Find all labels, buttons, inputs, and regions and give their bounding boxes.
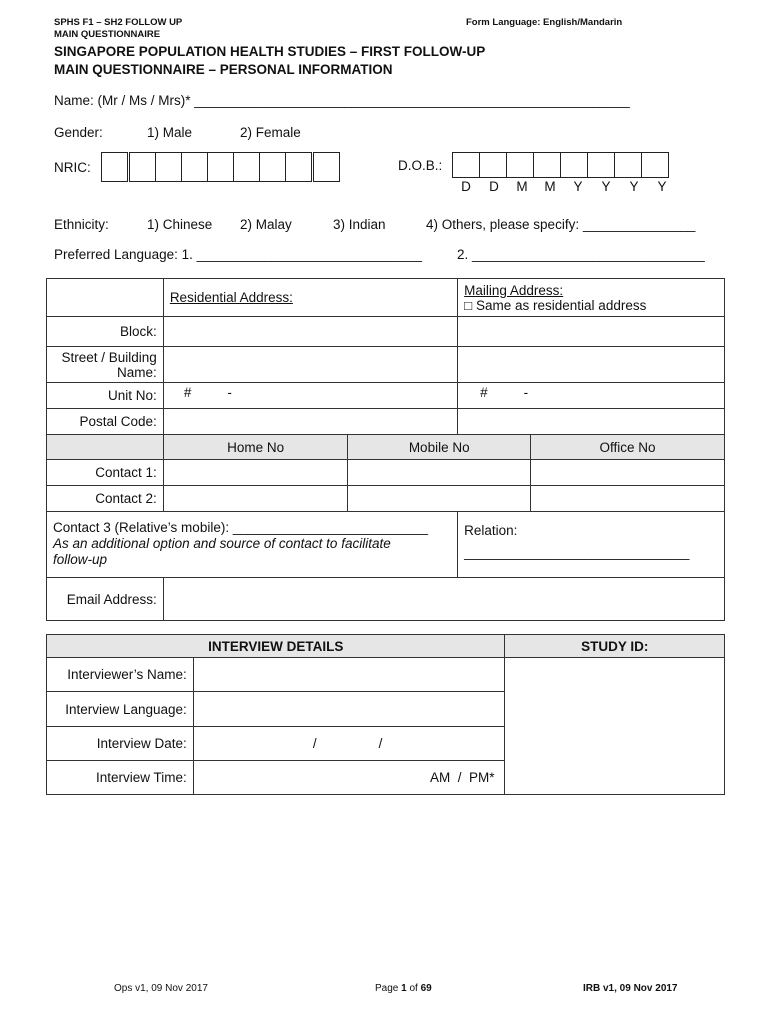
dob-letter: Y [601, 179, 611, 194]
unit-dash: - [227, 385, 232, 400]
dob-label: D.O.B.: [398, 158, 443, 173]
nric-label: NRIC: [54, 160, 91, 175]
contact-1-office-input[interactable] [531, 460, 725, 486]
dob-box[interactable] [452, 152, 480, 178]
gender-label: Gender: [54, 125, 103, 140]
dob-letter: D [489, 179, 499, 194]
dob-box[interactable] [614, 152, 642, 178]
residential-street-input[interactable] [163, 347, 457, 383]
dob-letter: D [461, 179, 471, 194]
page-current: 1 [401, 983, 407, 994]
contact-3-note: As an additional option and source of contact to facilitate follow-up [53, 536, 391, 567]
mailing-street-input[interactable] [458, 347, 725, 383]
nric-box[interactable] [207, 152, 234, 182]
study-id-input[interactable] [505, 658, 725, 795]
date-separator: / [312, 736, 317, 751]
ethnicity-option-indian[interactable]: 3) Indian [333, 217, 386, 232]
dob-format [452, 179, 676, 194]
dob-box[interactable] [479, 152, 507, 178]
relation-field[interactable]: ______________________________ [464, 545, 690, 560]
interview-language-label: Interview Language: [47, 692, 194, 727]
residential-address-header [163, 279, 457, 317]
nric-boxes[interactable] [101, 152, 339, 182]
relation-label: Relation: [464, 523, 518, 538]
residential-address-label: Residential Address: [169, 290, 293, 305]
interview-time-input[interactable]: AM / PM* [193, 761, 505, 795]
same-as-residential-checkbox[interactable]: □ Same as residential address [464, 297, 647, 313]
contact-3-cell[interactable] [47, 512, 458, 578]
footer-ops-version: Ops v1, 09 Nov 2017 [114, 983, 208, 994]
interview-table [46, 634, 725, 795]
dob-letter: M [544, 179, 556, 194]
contact-2-home-input[interactable] [163, 486, 348, 512]
dob-boxes[interactable] [452, 152, 668, 178]
contact-corner-cell [47, 435, 164, 460]
mobile-no-header: Mobile No [348, 435, 531, 460]
contact-2-label: Contact 2: [47, 486, 164, 512]
email-input[interactable] [163, 578, 724, 621]
interview-details-header: INTERVIEW DETAILS [47, 635, 505, 658]
mailing-address-header [458, 279, 725, 317]
dob-box[interactable] [587, 152, 615, 178]
residential-unit-input[interactable] [163, 383, 457, 409]
unit-dash: - [523, 385, 529, 400]
nric-box[interactable] [129, 152, 156, 182]
home-no-header: Home No [163, 435, 348, 460]
street-label: Street / Building Name: [47, 347, 164, 383]
mailing-unit-input[interactable] [458, 383, 725, 409]
ethnicity-label: Ethnicity: [54, 217, 109, 232]
contact-1-mobile-input[interactable] [348, 460, 531, 486]
nric-box[interactable] [181, 152, 208, 182]
relation-cell[interactable] [458, 512, 725, 578]
nric-box[interactable] [101, 152, 128, 182]
page-total: 69 [420, 983, 432, 994]
nric-box[interactable] [233, 152, 260, 182]
residential-block-input[interactable] [163, 317, 457, 347]
page-of: of [406, 983, 421, 994]
dob-box[interactable] [533, 152, 561, 178]
interview-time-label: Interview Time: [47, 761, 194, 795]
interviewer-name-input[interactable] [193, 658, 505, 692]
email-label: Email Address: [47, 578, 164, 621]
unit-label: Unit No: [47, 383, 164, 409]
interview-language-input[interactable] [193, 692, 505, 727]
office-no-header: Office No [531, 435, 725, 460]
mailing-block-input[interactable] [458, 317, 725, 347]
mailing-address-label: Mailing Address: [464, 282, 564, 298]
mailing-postal-input[interactable] [458, 409, 725, 435]
nric-box[interactable] [285, 152, 312, 182]
dob-box[interactable] [641, 152, 669, 178]
ethnicity-option-malay[interactable]: 2) Malay [240, 217, 292, 232]
nric-box[interactable] [155, 152, 182, 182]
interviewer-name-label: Interviewer’s Name: [47, 658, 194, 692]
date-separator: / [378, 736, 383, 751]
unit-hash: # [183, 385, 192, 400]
contact-2-office-input[interactable] [531, 486, 725, 512]
preferred-language-1[interactable]: Preferred Language: 1. ______________________________ [54, 247, 422, 262]
gender-option-male[interactable]: 1) Male [147, 125, 193, 140]
footer-irb-version: IRB v1, 09 Nov 2017 [583, 983, 678, 994]
name-field[interactable]: Name: (Mr / Ms / Mrs)* __________________________________________________________ [54, 93, 630, 108]
dob-box[interactable] [506, 152, 534, 178]
dob-letter: Y [657, 179, 667, 194]
dob-letter: M [516, 179, 528, 194]
contact-2-mobile-input[interactable] [348, 486, 531, 512]
ethnicity-option-others[interactable]: 4) Others, please specify: _______________ [426, 217, 696, 232]
form-language: Form Language: English/Mandarin [466, 17, 623, 28]
footer-page-number [375, 983, 432, 994]
nric-box[interactable] [313, 152, 340, 182]
form-code: SPHS F1 – SH2 FOLLOW UP [54, 17, 183, 28]
form-subcode: MAIN QUESTIONNAIRE [54, 29, 161, 40]
gender-option-female[interactable]: 2) Female [240, 125, 301, 140]
nric-box[interactable] [259, 152, 286, 182]
contact-1-home-input[interactable] [163, 460, 348, 486]
dob-box[interactable] [560, 152, 588, 178]
contact-1-label: Contact 1: [47, 460, 164, 486]
residential-postal-input[interactable] [163, 409, 457, 435]
dob-letter: Y [629, 179, 639, 194]
page-subtitle: MAIN QUESTIONNAIRE – PERSONAL INFORMATION [54, 62, 393, 77]
unit-hash: # [480, 385, 488, 400]
address-corner-cell [47, 279, 164, 317]
contact-3-field[interactable]: Contact 3 (Relative’s mobile): __________________________ [53, 520, 429, 535]
block-label: Block: [47, 317, 164, 347]
page-prefix: Page [375, 983, 402, 994]
page-title: SINGAPORE POPULATION HEALTH STUDIES – FIRST FOLLOW-UP [54, 44, 486, 59]
study-id-header: STUDY ID: [505, 635, 725, 658]
dob-letter: Y [573, 179, 583, 194]
preferred-language-2[interactable]: 2. _______________________________ [457, 247, 705, 262]
interview-date-label: Interview Date: [47, 727, 194, 761]
postal-code-label: Postal Code: [47, 409, 164, 435]
address-table [46, 278, 725, 621]
interview-date-input[interactable] [193, 727, 505, 761]
ethnicity-option-chinese[interactable]: 1) Chinese [147, 217, 213, 232]
